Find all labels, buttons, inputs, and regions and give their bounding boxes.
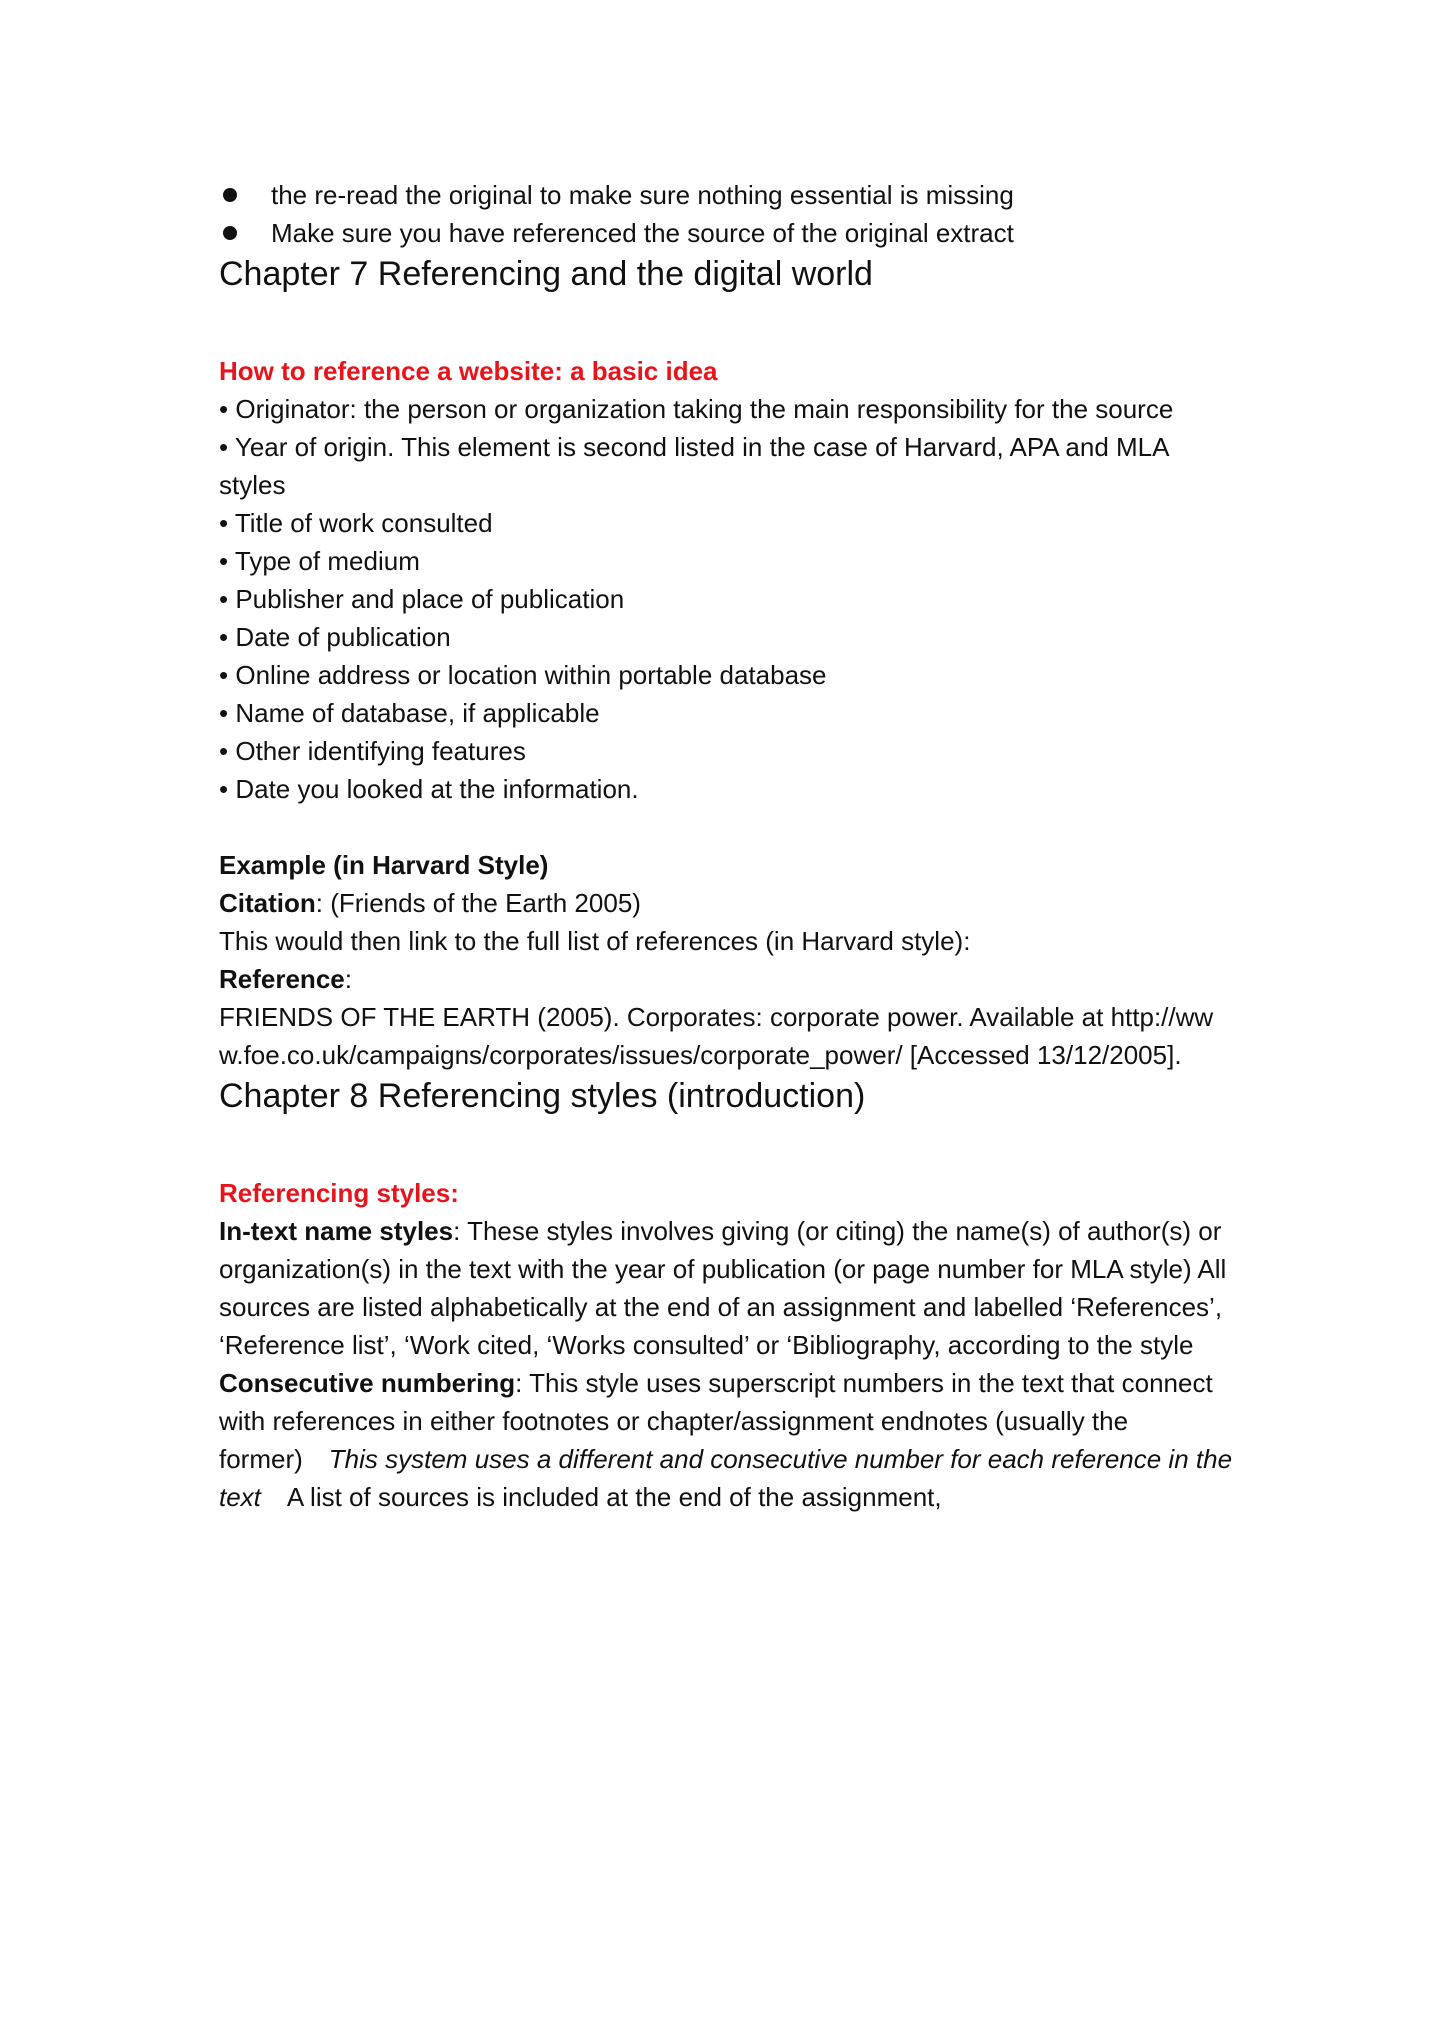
list-item: • Type of medium <box>219 546 420 576</box>
consecutive-numbering-label: Consecutive numbering <box>219 1368 516 1398</box>
list-item: the re-read the original to make sure nothing essential is missing <box>219 176 1239 214</box>
list-item: • Online address or location within portable database <box>219 660 827 690</box>
list-item: • Name of database, if applicable <box>219 698 600 728</box>
reference-label-line: Reference: <box>219 964 352 994</box>
website-reference-heading: How to reference a website: a basic idea <box>219 356 718 386</box>
example-heading: Example (in Harvard Style) <box>219 850 549 880</box>
list-item: • Title of work consulted <box>219 508 493 538</box>
summary-bullet-list <box>219 176 1239 252</box>
reference-entry: FRIENDS OF THE EARTH (2005). Corporates: corporate power. Available at http://www.foe.co.uk/campaigns/corporates/issues/corporate_power/ [Accessed 13/12/2005]. <box>219 1002 1214 1070</box>
citation-line: Citation: (Friends of the Earth 2005) <box>219 888 641 918</box>
citation-label: Citation <box>219 888 316 918</box>
in-text-styles-label: In-text name styles <box>219 1216 454 1246</box>
in-text-styles-paragraph: In-text name styles: These styles involves giving (or citing) the name(s) of author(s) or organization(s) in the text with the year of publication (or page number for MLA style) All sources are listed alphabetically at the end of an assignment and labelled ‘References’, ‘Reference list’, ‘Work cited, ‘Works consulted’ or ‘Bibliography, according to the style <box>219 1216 1227 1360</box>
list-item: Make sure you have referenced the source of the original extract <box>219 214 1239 252</box>
page-content <box>219 176 1239 1516</box>
consecutive-italic-note: This system uses a different and consecutive number for each reference in the text <box>219 1444 1233 1512</box>
bullet-dot-icon <box>223 188 237 202</box>
list-item: • Originator: the person or organization taking the main responsibility for the source <box>219 394 1174 424</box>
list-item: • Other identifying features <box>219 736 526 766</box>
reference-label: Reference <box>219 964 345 994</box>
list-item: • Publisher and place of publication <box>219 584 625 614</box>
link-explanation: This would then link to the full list of references (in Harvard style): <box>219 926 971 956</box>
list-item: • Date of publication <box>219 622 451 652</box>
chapter-7-title: Chapter 7 Referencing and the digital world <box>219 255 873 293</box>
bullet-dot-icon <box>223 226 237 240</box>
reference-elements-list <box>219 390 1239 808</box>
consecutive-numbering-paragraph: Consecutive numbering: This style uses superscript numbers in the text that connect with references in either footnotes or chapter/assignment endnotes (usually the former) This system uses a different and consecutive number for each reference in the text A list of sources is included at the end of the assignment, <box>219 1368 1233 1512</box>
chapter-8-title: Chapter 8 Referencing styles (introduction) <box>219 1077 866 1115</box>
referencing-styles-heading: Referencing styles: <box>219 1178 459 1208</box>
list-item: • Date you looked at the information. <box>219 774 639 804</box>
list-item: • Year of origin. This element is second listed in the case of Harvard, APA and MLA styles <box>219 432 1169 500</box>
